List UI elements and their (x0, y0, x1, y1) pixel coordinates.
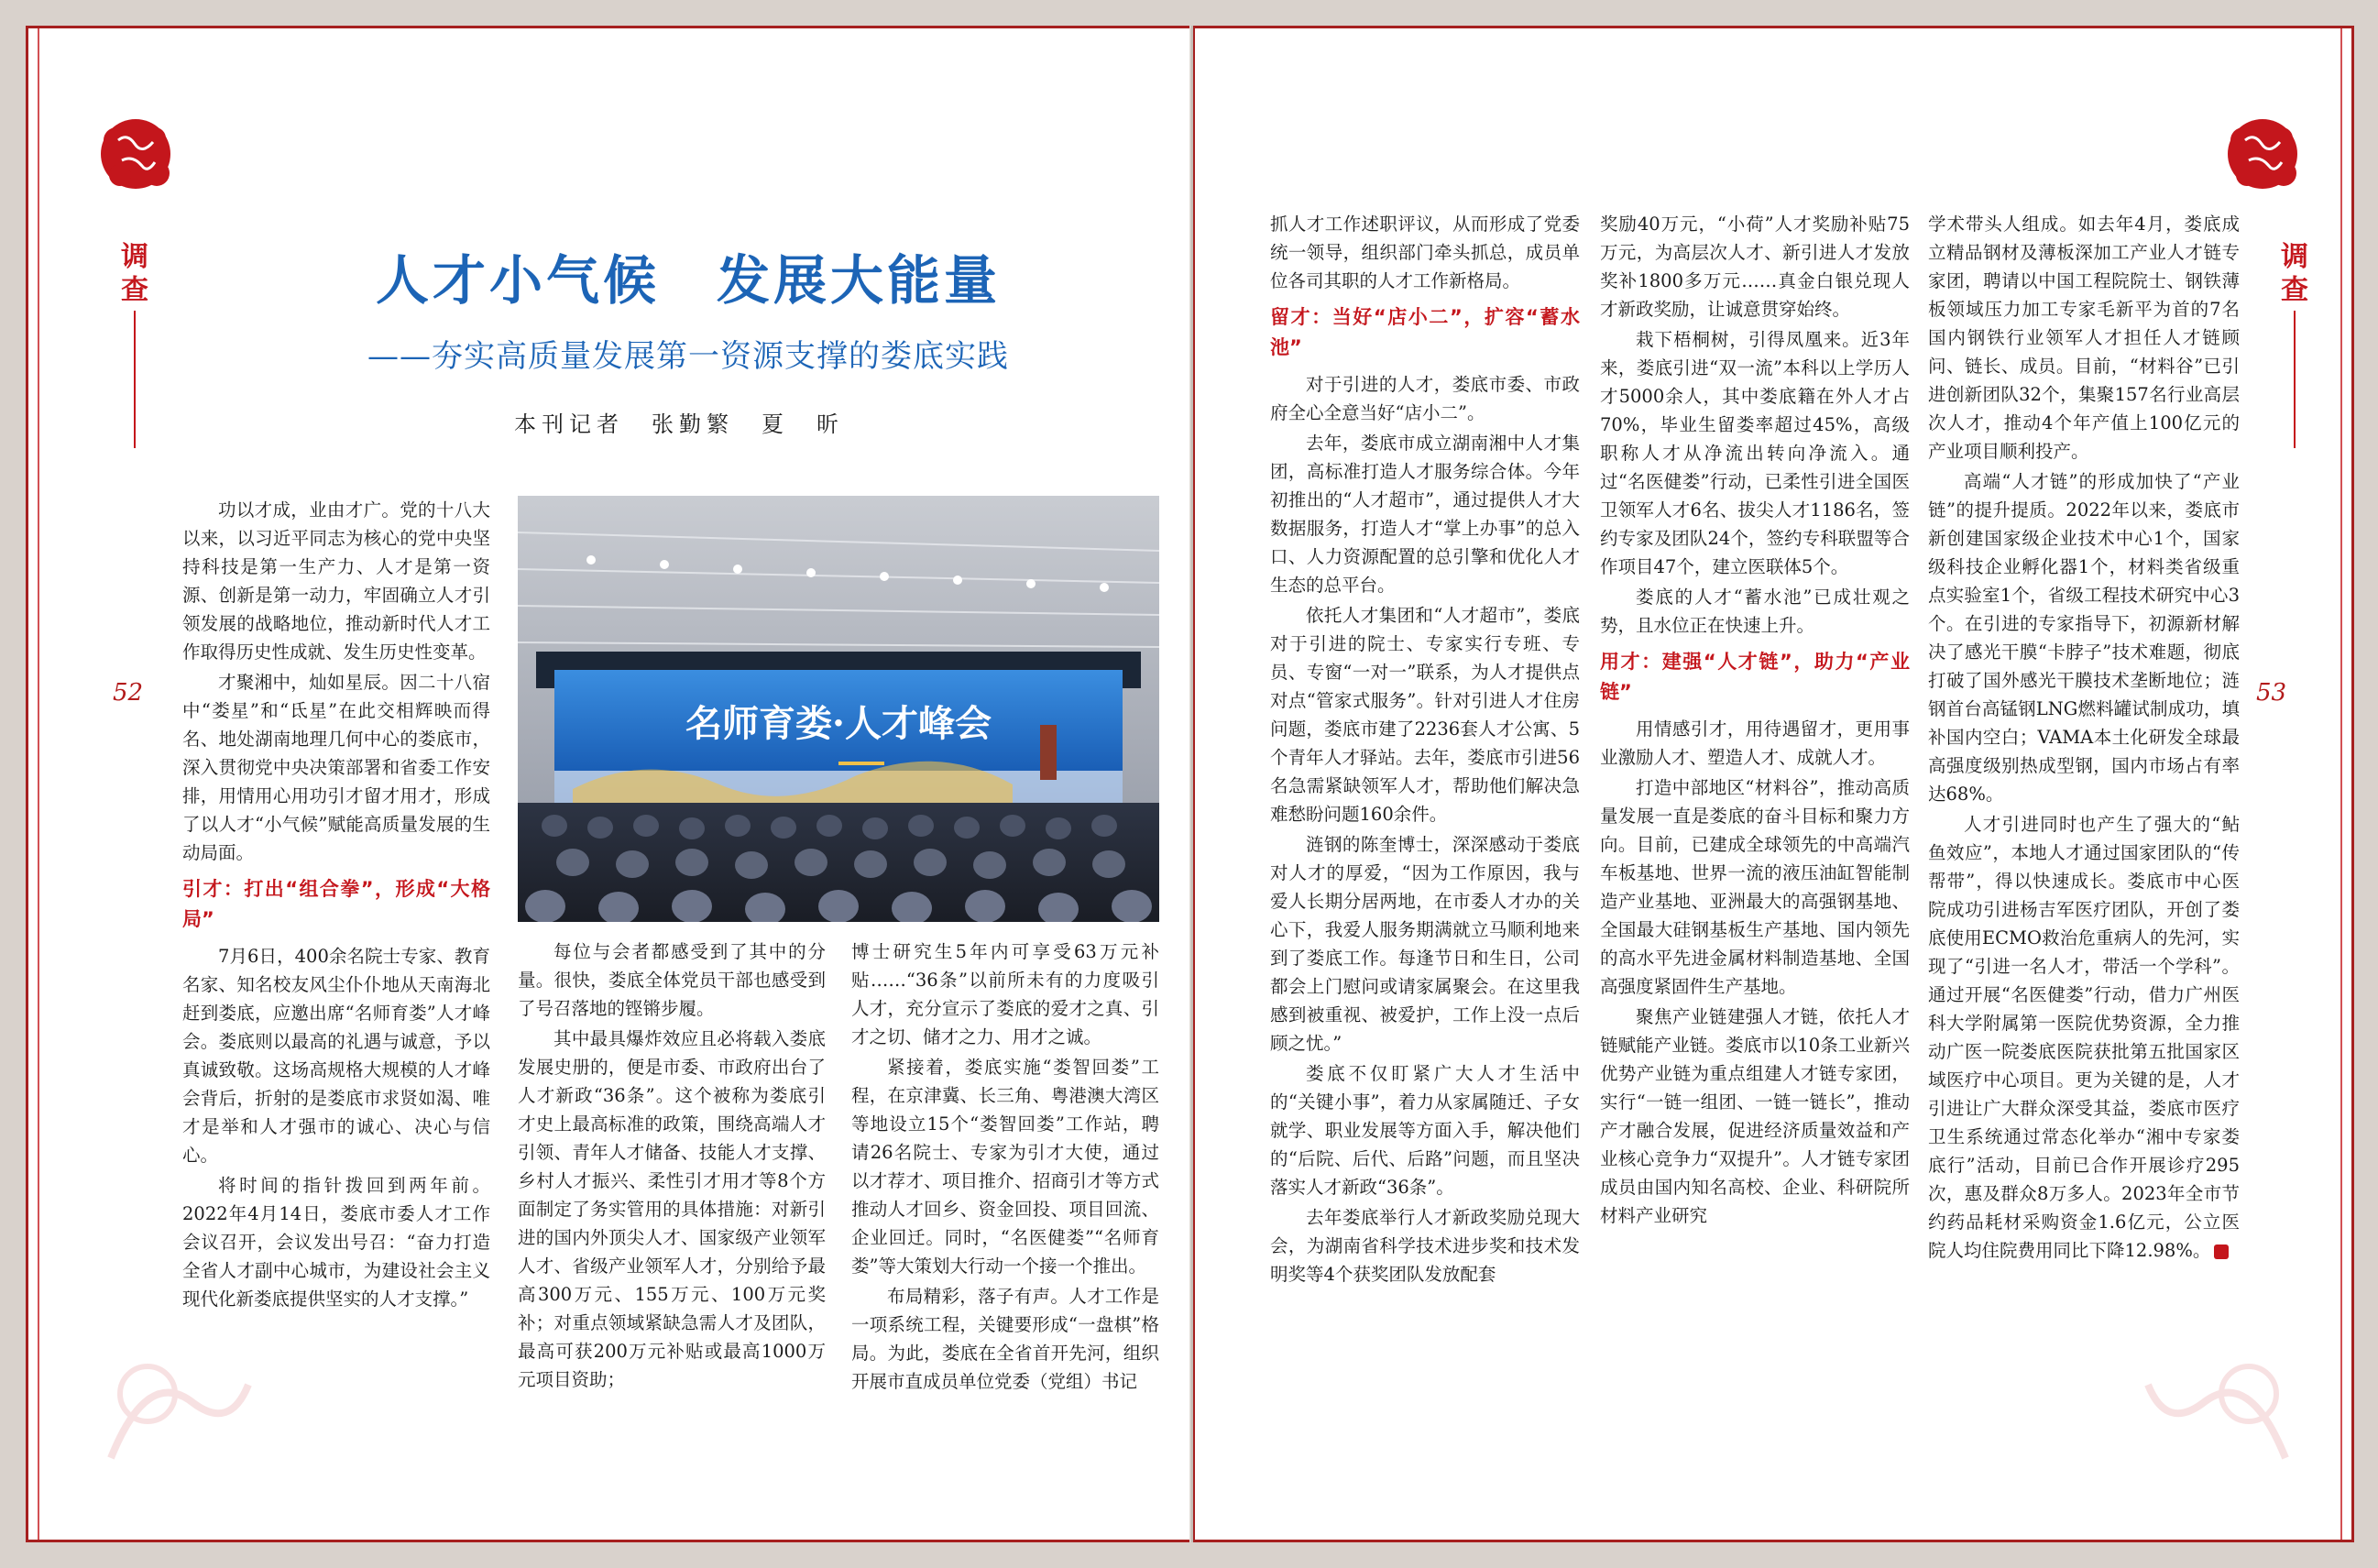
conference-photo (518, 496, 1159, 922)
section-label-survey: 调查 (2281, 241, 2308, 306)
paragraph: 高端“人才链”的形成加快了“产业链”的提升提质。2022年以来，娄底市新创建国家级企业技术中心1个，国家级科技企业孵化器1个，材料类省级重点实验室1个，省级工程技术研究中心3个。在引进的专家指导下，初源新材解决了感光干膜“卡脖子”技术难题，彻底打破了国外感光干膜技术垄断地位；涟钢首台高锰钢LNG燃料罐试制成功，填补国内空白；VAMA本土化研发全球最高强度级别热成型钢，国内市场占有率达68%。 (1928, 471, 2240, 805)
section-rule (134, 311, 136, 448)
paragraph (1928, 810, 2240, 1265)
column-4 (1270, 210, 1580, 1290)
paragraph: 打造中部地区“材料谷”，推动高质量发展一直是娄底的奋斗目标和聚力方向。目前，已建成全球领先的中高端汽车板基地、世界一流的液压油缸智能制造产业基地、亚洲最大的高强钢基地、全国最大硅钢基板生产基地、国内领先的高水平先进金属材料制造基地、全国高强度紧固件生产基地。 (1600, 777, 1910, 997)
column-5 (1600, 210, 1910, 1232)
paragraph: 布局精彩，落子有声。人才工作是一项系统工程，关键要形成“一盘棋”格局。为此，娄底在全省首开先河，组织开展市直成员单位党委（党组）书记 (851, 1286, 1159, 1392)
paragraph: 才聚湘中，灿如星辰。因二十八宿中“娄星”和“氐星”在此交相辉映而得名、地处湖南地理几何中心的娄底市，深入贯彻党中央决策部署和省委工作安排，用情用心用功引才留才用才，形成了以人才“小气候”赋能高质量发展的生动局面。 (182, 672, 490, 863)
page-number-right: 53 (2256, 679, 2287, 707)
article-title: 人才小气候 发展大能量 (375, 249, 1001, 312)
section-label-survey: 调查 (121, 241, 148, 306)
section-heading: 用才：建强“人才链”，助力“产业链” (1600, 651, 1910, 703)
paragraph: 其中最具爆炸效应且必将载入娄底发展史册的，便是市委、市政府出台了人才新政“36条”。这个被称为娄底引才史上最高标准的政策，围绕高端人才引领、青年人才储备、技能人才支撑、乡村人才振兴、柔性引才用才等8个方面制定了务实管用的具体措施：对新引进的国内外顶尖人才、国家级产业领军人才、省级产业领军人才，分别给予最高300万元、155万元、100万元奖补；对重点领域紧缺急需人才及团队，最高可获200万元补贴或最高1000万元项目资助； (518, 1028, 826, 1390)
right-page (1193, 26, 2354, 1542)
right-side-tab (2331, 28, 2351, 1542)
paragraph: 博士研究生5年内可享受63万元补贴……“36条”以前所未有的力度吸引人才，充分宣示了娄底的爱才之真、引才之切、储才之力、用才之诚。 (851, 941, 1159, 1047)
paragraph: 奖励40万元，“小荷”人才奖励补贴75万元，为高层次人才、新引进人才发放奖补1800多万元……真金白银兑现人才新政奖励，让诚意贯穿始终。 (1600, 214, 1910, 320)
magazine-logo-seal (2221, 113, 2304, 195)
end-mark-icon (2214, 1245, 2229, 1259)
section-heading: 留才：当好“店小二”，扩容“蓄水池” (1270, 306, 1580, 358)
paragraph: 用情感引才，用待遇留才，更用事业激励人才、塑造人才、成就人才。 (1600, 718, 1910, 768)
paragraph: 紧接着，娄底实施“娄智回娄”工程，在京津冀、长三角、粤港澳大湾区等地设立15个“娄智回娄”工作站，聘请26名院士、专家为引才大使，通过以才荐才、项目推介、招商引才等方式推动人才回乡、资金回投、项目回流、企业回迁。同时，“名医健娄”“名师育娄”等大策划大行动一个接一个推出。 (851, 1057, 1159, 1277)
section-heading: 引才：打出“组合拳”，形成“大格局” (182, 878, 490, 930)
column-6 (1928, 210, 2240, 1266)
article-byline: 本刊记者 张勤繁 夏 昕 (514, 411, 844, 437)
paragraph: 涟钢的陈奎博士，深深感动于娄底对人才的厚爱，“因为工作原因，我与爱人长期分居两地，在市委人才办的关心下，我爱人服务期满就立马顺利地来到了娄底工作。每逢节日和生日，公司都会上门慰问或请家属聚会。在这里我感到被重视、被爱护，工作上没一点后顾之忧。” (1270, 834, 1580, 1054)
column-1 (182, 496, 490, 1315)
paragraph: 聚焦产业链建强人才链，依托人才链赋能产业链。娄底市以10条工业新兴优势产业链为重点组建人才链专家团，实行“一链一组团、一链一链长”，推动产才融合发展，促进经济质量效益和产业核心竞争力“双提升”。人才链专家团成员由国内知名高校、企业、科研院所材料产业研究 (1600, 1006, 1910, 1226)
paragraph: 每位与会者都感受到了其中的分量。很快，娄底全体党员干部也感受到了号召落地的铿锵步履。 (518, 941, 826, 1019)
paragraph: 功以才成，业由才广。党的十八大以来，以习近平同志为核心的党中央坚持科技是第一生产力、人才是第一资源、创新是第一动力，牢固确立人才引领发展的战略地位，推动新时代人才工作取得历史性成就、发生历史性变革。 (182, 499, 490, 663)
paragraph: 栽下梧桐树，引得凤凰来。近3年来，娄底引进“双一流”本科以上学历人才5000余人，其中娄底籍在外人才占70%，毕业生留娄率超过45%，高级职称人才从净流出转向净流入。通过“名医健娄”行动，已柔性引进全国医卫领军人才6名、拔尖人才1186名，签约专家及团队24个，签约专科联盟等合作项目47个，建立医联体5个。 (1600, 329, 1910, 577)
article-subtitle: ——夯实高质量发展第一资源支撑的娄底实践 (367, 338, 1009, 375)
column-2 (518, 938, 826, 1396)
decorative-pattern-icon (2139, 1339, 2304, 1480)
paragraph: 7月6日，400余名院士专家、教育名家、知名校友风尘仆仆地从天南海北赶到娄底，应邀出席“名师育娄”人才峰会。娄底则以最高的礼遇与诚意，予以真诚致敬。这场高规格大规模的人才峰会背后，折射的是娄底市求贤如渴、唯才是举和人才强市的诚心、决心与信心。 (182, 946, 490, 1166)
paragraph: 抓人才工作述职评议，从而形成了党委统一领导，组织部门牵头抓总，成员单位各司其职的人才工作新格局。 (1270, 214, 1580, 291)
paragraph: 去年，娄底市成立湖南湘中人才集团，高标准打造人才服务综合体。今年初推出的“人才超市”，通过提供人才大数据服务，打造人才“掌上办事”的总入口、人力资源配置的总引擎和优化人才生态的总平台。 (1270, 433, 1580, 596)
left-side-tab (28, 28, 49, 1542)
paragraph: 去年娄底举行人才新政奖励兑现大会，为湖南省科学技术进步奖和技术发明奖等4个获奖团队发放配套 (1270, 1207, 1580, 1285)
paragraph: 娄底不仅盯紧广大人才生活中的“关键小事”，着力从家属随迁、子女就学、职业发展等方面入手，解决他们的“后院、后代、后路”问题，而且坚决落实人才新政“36条”。 (1270, 1063, 1580, 1198)
section-rule (2294, 311, 2296, 448)
column-3 (851, 938, 1159, 1398)
paragraph: 娄底的人才“蓄水池”已成壮观之势，且水位正在快速上升。 (1600, 587, 1910, 636)
left-page (26, 26, 1193, 1542)
paragraph: 依托人才集团和“人才超市”，娄底对于引进的院士、专家实行专班、专员、专窗“一对一”联系，为人才提供点对点“管家式服务”。针对引进人才住房问题，娄底市建了2236套人才公寓、5个青年人才驿站。去年，娄底市引进56名急需紧缺领军人才，帮助他们解决急难愁盼问题160余件。 (1270, 605, 1580, 825)
banner-text: 名师育娄·人才峰会 (685, 702, 992, 745)
paragraph-text: 人才引进同时也产生了强大的“鲇鱼效应”，本地人才通过国家团队的“传帮带”，得以快速成长。娄底市中心医院成功引进杨吉军医疗团队，开创了娄底使用ECMO救治危重病人的先河，实现了“引进一名人才，带活一个学科”。通过开展“名医健娄”行动，借力广州医科大学附属第一医院优势资源，全力推动广医一院娄底医院获批第五批国家区域医疗中心项目。更为关键的是，人才引进让广大群众深受其益，娄底市医疗卫生系统通过常态化举办“湘中专家娄底行”活动，目前已合作开展诊疗295次，惠及群众8万多人。2023年全市节约药品耗材采购资金1.6亿元，公立医院人均住院费用同比下降12.98%。 (1928, 814, 2240, 1261)
magazine-logo-seal (94, 113, 177, 195)
page-number-left: 52 (113, 679, 144, 707)
paragraph: 学术带头人组成。如去年4月，娄底成立精品钢材及薄板深加工产业人才链专家团，聘请以中国工程院院士、钢铁薄板领域压力加工专家毛新平为首的7名国内钢铁行业领军人才担任人才链顾问、链长、成员。目前，“材料谷”已引进创新团队32个，集聚157名行业高层次人才，推动4个年产值上100亿元的产业项目顺利投产。 (1928, 214, 2240, 462)
paragraph: 将时间的指针拨回到两年前。2022年4月14日，娄底市委人才工作会议召开，会议发出号召：“奋力打造全省人才副中心城市，为建设社会主义现代化新娄底提供坚实的人才支撑。” (182, 1175, 490, 1310)
decorative-pattern-icon (93, 1339, 258, 1480)
paragraph: 对于引进的人才，娄底市委、市政府全心全意当好“店小二”。 (1270, 374, 1580, 423)
